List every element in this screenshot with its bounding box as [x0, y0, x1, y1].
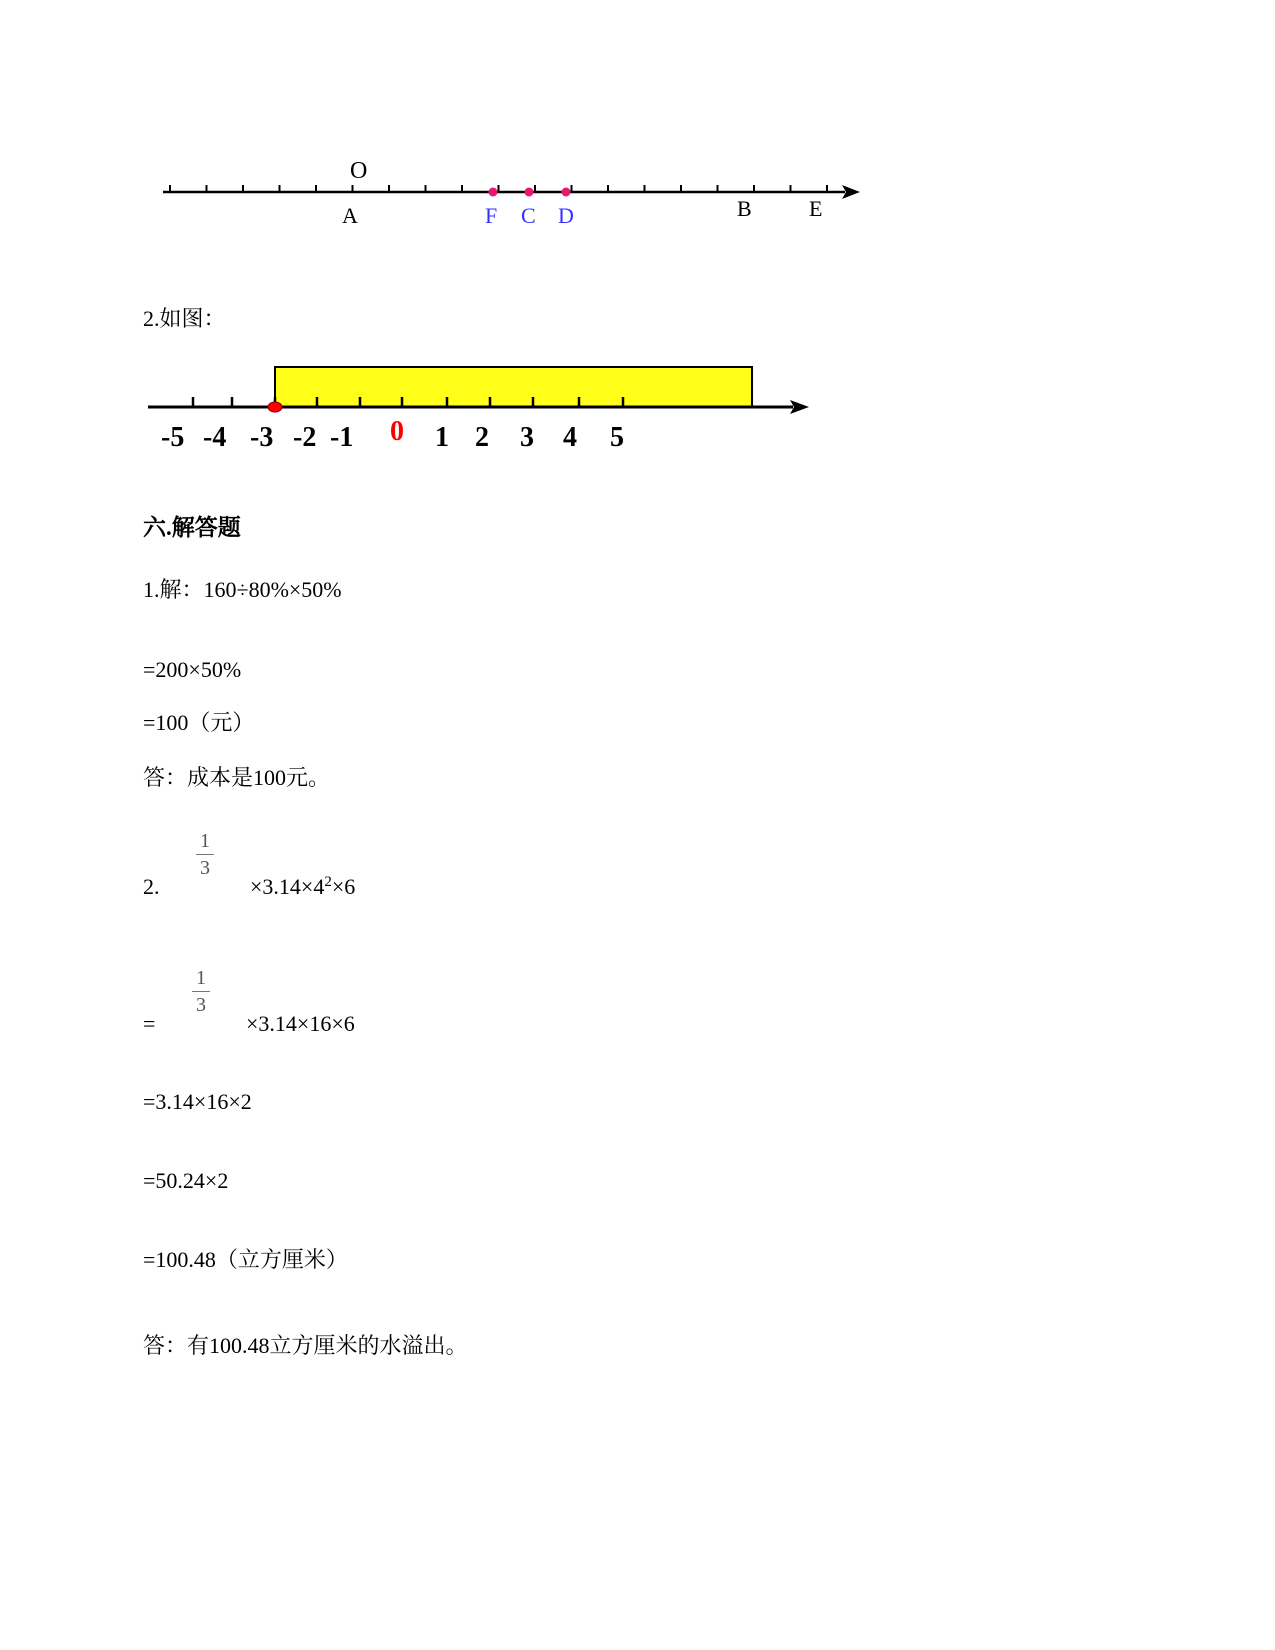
fraction-bar [192, 991, 210, 992]
problem-2-answer: 答：有100.48立方厘米的水溢出。 [143, 1333, 468, 1358]
point-label-c: C [521, 203, 536, 228]
number-line-figure-2 [145, 360, 825, 460]
fraction-numerator: 1 [200, 830, 210, 852]
start-point [268, 402, 282, 412]
points-group [342, 188, 822, 229]
fraction-denominator: 3 [196, 994, 206, 1016]
problem-1-line-1: 1.解：160÷80%×50% [143, 577, 342, 602]
problem-2-line-3: =3.14×16×2 [143, 1089, 252, 1114]
problem-2-line-4: =50.24×2 [143, 1168, 229, 1193]
tick-label: -2 [293, 422, 317, 453]
problem-2-line-1 [250, 874, 355, 900]
fraction-denominator: 3 [200, 857, 210, 879]
point-dot-c [525, 188, 534, 197]
expr-tail: ×6 [331, 874, 356, 899]
tick-label: 5 [610, 422, 624, 453]
tick-label: 2 [475, 422, 489, 453]
number-line-figure-1 [160, 150, 880, 240]
expr-part: ×3.14×4 [250, 874, 325, 899]
problem-1-answer: 答：成本是100元。 [143, 765, 331, 790]
problem-1-line-2: =200×50% [143, 657, 242, 682]
point-label-d: D [558, 203, 574, 228]
fraction-one-third-2 [189, 967, 213, 1016]
problem-1-line-3: =100（元） [143, 710, 255, 735]
point-label-f: F [485, 203, 498, 228]
tick-label: -5 [161, 422, 185, 453]
problem-2-line-5: =100.48（立方厘米） [143, 1247, 348, 1272]
point-label-a: A [342, 203, 358, 228]
tick-labels [161, 416, 624, 453]
exponent: 2 [324, 874, 332, 890]
tick-label: -4 [203, 422, 227, 453]
section-2-intro: 2.如图： [143, 306, 226, 331]
tick-label: -1 [330, 422, 354, 453]
problem-2-line-2: ×3.14×16×6 [246, 1011, 355, 1036]
section-heading: 六.解答题 [143, 515, 241, 540]
fraction-bar [196, 854, 214, 855]
problem-2-line-2-prefix: = [143, 1011, 156, 1036]
highlight-region [275, 367, 752, 407]
tick-label: -3 [250, 422, 274, 453]
label-o: O [350, 158, 368, 184]
point-label-e: E [809, 196, 823, 221]
tick-label: 0 [390, 416, 404, 447]
point-dot-f [489, 188, 498, 197]
fraction-numerator: 1 [196, 967, 206, 989]
tick-label: 1 [435, 422, 449, 453]
point-label-b: B [737, 196, 752, 221]
tick-label: 4 [563, 422, 577, 453]
point-dot-d [562, 188, 571, 197]
problem-2-prefix: 2. [143, 874, 160, 899]
fraction-one-third-1 [193, 830, 217, 879]
tick-label: 3 [520, 422, 534, 453]
